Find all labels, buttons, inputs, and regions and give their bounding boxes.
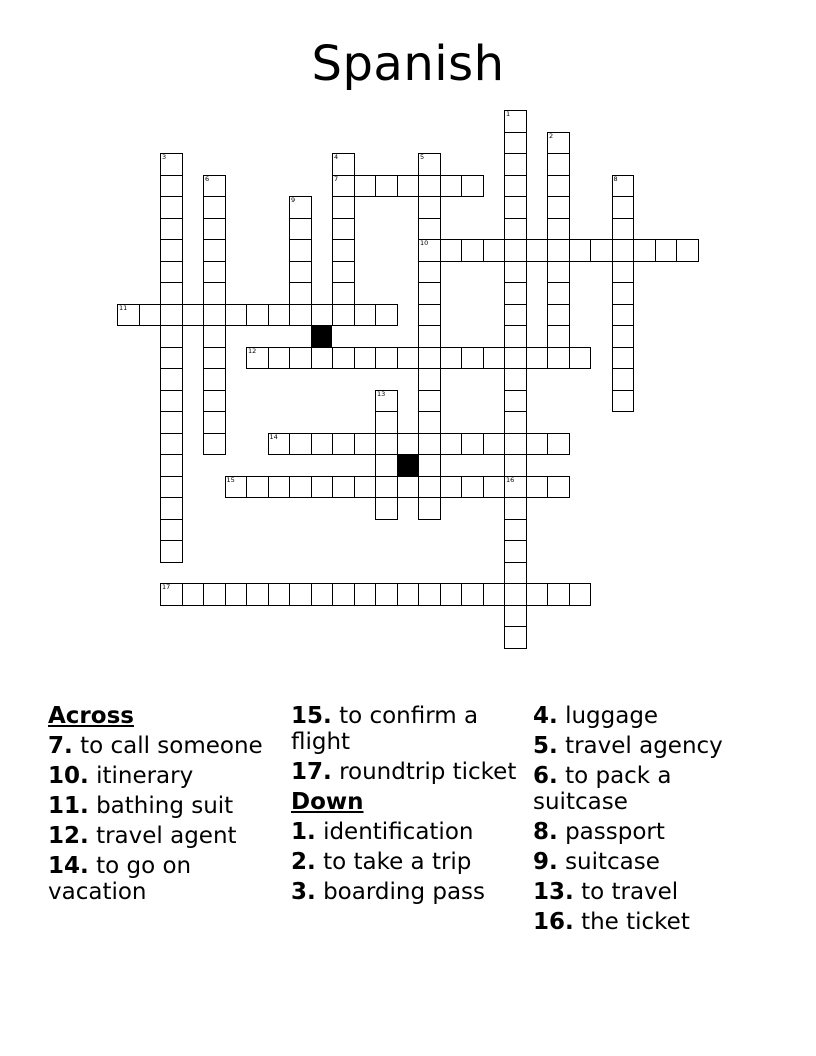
clue-number: 8. <box>533 819 558 845</box>
grid-cell[interactable] <box>418 196 441 219</box>
clue-across-7 <box>48 733 280 759</box>
grid-cell[interactable] <box>246 583 269 606</box>
grid-cell[interactable] <box>461 347 484 370</box>
grid-cell[interactable] <box>612 304 635 327</box>
grid-cell[interactable] <box>418 433 441 456</box>
clue-number: 13. <box>533 879 574 905</box>
grid-cell[interactable] <box>375 433 398 456</box>
clue-down-9 <box>533 849 765 875</box>
clue-text: passport <box>565 819 665 845</box>
clue-number-label: 17 <box>162 583 171 591</box>
grid-cell[interactable] <box>203 390 226 413</box>
grid-cell[interactable] <box>504 196 527 219</box>
grid-cell[interactable] <box>633 239 656 262</box>
grid-cell[interactable] <box>332 433 355 456</box>
clue-across-14 <box>48 853 280 905</box>
clue-down-4 <box>533 703 765 729</box>
grid-cell[interactable] <box>160 497 183 520</box>
grid-cell[interactable] <box>547 239 570 262</box>
grid-cell[interactable] <box>203 368 226 391</box>
clue-number: 14. <box>48 853 89 879</box>
black-square <box>311 326 332 347</box>
across-heading: Across <box>48 703 134 729</box>
grid-cell[interactable] <box>311 583 334 606</box>
grid-cell[interactable] <box>547 347 570 370</box>
clue-text: travel agent <box>96 823 237 849</box>
clue-down-16 <box>533 909 765 935</box>
grid-cell[interactable] <box>225 583 248 606</box>
grid-cell[interactable] <box>418 175 441 198</box>
clue-text: to travel <box>581 879 679 905</box>
grid-cell[interactable] <box>418 583 441 606</box>
grid-cell[interactable] <box>504 175 527 198</box>
grid-cell[interactable] <box>354 476 377 499</box>
grid-cell[interactable] <box>504 261 527 284</box>
grid-cell[interactable] <box>332 282 355 305</box>
grid-cell[interactable] <box>612 282 635 305</box>
grid-cell[interactable] <box>569 239 592 262</box>
clue-number-label: 13 <box>377 389 386 398</box>
clue-down-6 <box>533 763 765 815</box>
grid-cell[interactable] <box>418 325 441 348</box>
grid-cell[interactable] <box>612 390 635 413</box>
grid-cell[interactable] <box>268 347 291 370</box>
grid-cell[interactable] <box>461 476 484 499</box>
grid-cell[interactable] <box>397 433 420 456</box>
clue-number: 7. <box>48 733 73 759</box>
grid-cell[interactable] <box>268 304 291 327</box>
grid-cell[interactable] <box>289 282 312 305</box>
grid-cell[interactable] <box>117 304 140 327</box>
grid-cell[interactable] <box>289 196 312 219</box>
clue-number-label: 12 <box>248 346 257 355</box>
grid-cell[interactable] <box>547 196 570 219</box>
grid-cell[interactable] <box>332 476 355 499</box>
grid-cell[interactable] <box>203 347 226 370</box>
clue-number: 10. <box>48 763 89 789</box>
grid-cell[interactable] <box>504 218 527 241</box>
grid-cell[interactable] <box>354 433 377 456</box>
grid-cell[interactable] <box>418 454 441 477</box>
grid-cell[interactable] <box>504 411 527 434</box>
grid-cell[interactable] <box>504 110 527 133</box>
clue-down-3 <box>291 879 523 905</box>
clue-number: 12. <box>48 823 89 849</box>
grid-cell[interactable] <box>547 261 570 284</box>
grid-cell[interactable] <box>160 583 183 606</box>
grid-cell[interactable] <box>354 583 377 606</box>
grid-cell[interactable] <box>203 304 226 327</box>
grid-cell[interactable] <box>332 218 355 241</box>
grid-cell[interactable] <box>246 304 269 327</box>
grid-cell[interactable] <box>504 433 527 456</box>
grid-cell[interactable] <box>504 304 527 327</box>
grid-cell[interactable] <box>461 175 484 198</box>
grid-cell[interactable] <box>182 304 205 327</box>
grid-cell[interactable] <box>504 390 527 413</box>
grid-cell[interactable] <box>375 390 398 413</box>
grid-cell[interactable] <box>440 175 463 198</box>
grid-cell[interactable] <box>289 261 312 284</box>
grid-cell[interactable] <box>418 304 441 327</box>
grid-cell[interactable] <box>203 196 226 219</box>
grid-cell[interactable] <box>203 433 226 456</box>
clue-number: 6. <box>533 763 558 789</box>
grid-cell[interactable] <box>547 304 570 327</box>
clue-text: itinerary <box>96 763 194 789</box>
grid-cell[interactable] <box>311 433 334 456</box>
clue-column-3 <box>533 703 765 939</box>
grid-cell[interactable] <box>418 153 441 176</box>
grid-cell[interactable] <box>332 175 355 198</box>
clue-text: suitcase <box>565 849 660 875</box>
grid-cell[interactable] <box>483 476 506 499</box>
clue-number-label: 15 <box>226 475 235 484</box>
clue-number-label: 4 <box>334 153 339 161</box>
grid-cell[interactable] <box>203 325 226 348</box>
grid-cell[interactable] <box>418 368 441 391</box>
clue-down-8 <box>533 819 765 845</box>
grid-cell[interactable] <box>461 239 484 262</box>
clue-number-label: 6 <box>205 174 210 183</box>
grid-cell[interactable] <box>160 196 183 219</box>
clue-number: 11. <box>48 793 89 819</box>
clue-text: to pack a suitcase <box>533 763 672 815</box>
grid-cell[interactable] <box>203 175 226 198</box>
grid-cell[interactable] <box>676 239 699 262</box>
grid-cell[interactable] <box>160 476 183 499</box>
clue-text: boarding pass <box>323 879 486 905</box>
clue-across-10 <box>48 763 280 789</box>
grid-cell[interactable] <box>418 218 441 241</box>
grid-cell[interactable] <box>483 239 506 262</box>
grid-cell[interactable] <box>375 347 398 370</box>
grid-cell[interactable] <box>547 132 570 155</box>
grid-cell[interactable] <box>612 196 635 219</box>
grid-cell[interactable] <box>440 433 463 456</box>
grid-cell[interactable] <box>440 476 463 499</box>
grid-cell[interactable] <box>504 519 527 542</box>
grid-cell[interactable] <box>160 261 183 284</box>
grid-cell[interactable] <box>354 304 377 327</box>
clue-number: 2. <box>291 849 316 875</box>
grid-cell[interactable] <box>569 347 592 370</box>
grid-cell[interactable] <box>203 583 226 606</box>
grid-cell[interactable] <box>504 282 527 305</box>
clue-number-label: 9 <box>291 196 296 204</box>
grid-cell[interactable] <box>504 325 527 348</box>
clue-text: the ticket <box>581 909 690 935</box>
grid-cell[interactable] <box>160 540 183 563</box>
clue-across-12 <box>48 823 280 849</box>
down-heading: Down <box>291 789 364 815</box>
grid-cell[interactable] <box>418 282 441 305</box>
grid-cell[interactable] <box>225 304 248 327</box>
grid-cell[interactable] <box>160 304 183 327</box>
grid-cell[interactable] <box>375 583 398 606</box>
grid-cell[interactable] <box>547 476 570 499</box>
grid-cell[interactable] <box>375 454 398 477</box>
clue-number-label: 1 <box>506 110 511 118</box>
clue-number-label: 5 <box>420 153 425 161</box>
grid-cell[interactable] <box>504 368 527 391</box>
grid-cell[interactable] <box>289 347 312 370</box>
grid-cell[interactable] <box>332 347 355 370</box>
grid-cell[interactable] <box>418 261 441 284</box>
grid-cell[interactable] <box>461 583 484 606</box>
grid-cell[interactable] <box>418 497 441 520</box>
grid-cell[interactable] <box>612 347 635 370</box>
clue-number-label: 11 <box>119 303 128 312</box>
grid-cell[interactable] <box>504 454 527 477</box>
grid-cell[interactable] <box>547 583 570 606</box>
clue-number: 1. <box>291 819 316 845</box>
grid-cell[interactable] <box>504 497 527 520</box>
clue-column-2 <box>291 703 523 909</box>
grid-cell[interactable] <box>590 239 613 262</box>
grid-cell[interactable] <box>418 411 441 434</box>
grid-cell[interactable] <box>311 304 334 327</box>
clue-number-label: 14 <box>269 432 278 441</box>
clue-number: 3. <box>291 879 316 905</box>
grid-cell[interactable] <box>569 583 592 606</box>
clue-number: 4. <box>533 703 558 729</box>
grid-cell[interactable] <box>418 239 441 262</box>
grid-cell[interactable] <box>526 476 549 499</box>
grid-cell[interactable] <box>268 433 291 456</box>
black-square <box>397 455 418 476</box>
grid-cell[interactable] <box>246 476 269 499</box>
clue-number-label: 7 <box>334 174 339 183</box>
grid-cell[interactable] <box>547 282 570 305</box>
clue-across-17 <box>291 759 523 785</box>
clue-down-2 <box>291 849 523 875</box>
clue-text: to take a trip <box>323 849 472 875</box>
clue-down-1 <box>291 819 523 845</box>
grid-cell[interactable] <box>504 583 527 606</box>
grid-cell[interactable] <box>504 132 527 155</box>
grid-cell[interactable] <box>332 304 355 327</box>
grid-cell[interactable] <box>483 433 506 456</box>
grid-cell[interactable] <box>547 218 570 241</box>
grid-cell[interactable] <box>547 433 570 456</box>
grid-cell[interactable] <box>612 218 635 241</box>
clue-text: to go on vacation <box>48 853 192 905</box>
grid-cell[interactable] <box>440 347 463 370</box>
grid-cell[interactable] <box>375 304 398 327</box>
grid-cell[interactable] <box>354 347 377 370</box>
grid-cell[interactable] <box>289 476 312 499</box>
grid-cell[interactable] <box>332 239 355 262</box>
grid-cell[interactable] <box>375 476 398 499</box>
clue-number: 5. <box>533 733 558 759</box>
grid-cell[interactable] <box>160 325 183 348</box>
grid-cell[interactable] <box>418 347 441 370</box>
grid-cell[interactable] <box>461 433 484 456</box>
grid-cell[interactable] <box>504 153 527 176</box>
grid-cell[interactable] <box>268 583 291 606</box>
clue-text: to confirm a flight <box>291 703 479 755</box>
grid-cell[interactable] <box>397 175 420 198</box>
grid-cell[interactable] <box>203 282 226 305</box>
clue-text: to call someone <box>80 733 263 759</box>
clue-number: 16. <box>533 909 574 935</box>
grid-cell[interactable] <box>526 583 549 606</box>
grid-cell[interactable] <box>160 433 183 456</box>
grid-cell[interactable] <box>504 605 527 628</box>
grid-cell[interactable] <box>612 368 635 391</box>
grid-cell[interactable] <box>182 583 205 606</box>
grid-cell[interactable] <box>160 239 183 262</box>
grid-cell[interactable] <box>160 347 183 370</box>
clue-number: 17. <box>291 759 332 785</box>
grid-cell[interactable] <box>418 476 441 499</box>
grid-cell[interactable] <box>655 239 678 262</box>
grid-cell[interactable] <box>375 411 398 434</box>
grid-cell[interactable] <box>289 239 312 262</box>
clue-down-13 <box>533 879 765 905</box>
grid-cell[interactable] <box>160 218 183 241</box>
grid-cell[interactable] <box>160 175 183 198</box>
grid-cell[interactable] <box>311 347 334 370</box>
clue-across-11 <box>48 793 280 819</box>
grid-cell[interactable] <box>160 390 183 413</box>
grid-cell[interactable] <box>332 261 355 284</box>
grid-cell[interactable] <box>203 239 226 262</box>
clue-number: 9. <box>533 849 558 875</box>
clue-number-label: 16 <box>506 475 515 484</box>
grid-cell[interactable] <box>289 583 312 606</box>
clue-down-5 <box>533 733 765 759</box>
grid-cell[interactable] <box>612 239 635 262</box>
grid-cell[interactable] <box>504 626 527 649</box>
grid-cell[interactable] <box>504 347 527 370</box>
clue-number-label: 3 <box>162 153 167 161</box>
grid-cell[interactable] <box>418 390 441 413</box>
clue-number-label: 2 <box>549 131 554 140</box>
grid-cell[interactable] <box>160 153 183 176</box>
grid-cell[interactable] <box>160 519 183 542</box>
grid-cell[interactable] <box>160 368 183 391</box>
grid-cell[interactable] <box>289 304 312 327</box>
grid-cell[interactable] <box>332 196 355 219</box>
grid-cell[interactable] <box>526 239 549 262</box>
grid-cell[interactable] <box>160 454 183 477</box>
grid-cell[interactable] <box>612 261 635 284</box>
clue-text: bathing suit <box>96 793 234 819</box>
grid-cell[interactable] <box>504 476 527 499</box>
grid-cell[interactable] <box>547 325 570 348</box>
grid-cell[interactable] <box>289 433 312 456</box>
grid-cell[interactable] <box>526 347 549 370</box>
grid-cell[interactable] <box>483 583 506 606</box>
grid-cell[interactable] <box>375 497 398 520</box>
grid-cell[interactable] <box>483 347 506 370</box>
grid-cell[interactable] <box>203 411 226 434</box>
grid-cell[interactable] <box>332 153 355 176</box>
grid-cell[interactable] <box>397 476 420 499</box>
clue-column-1 <box>48 703 280 909</box>
clue-text: identification <box>323 819 474 845</box>
clue-text: travel agency <box>565 733 723 759</box>
clue-number: 15. <box>291 703 332 729</box>
grid-cell[interactable] <box>526 433 549 456</box>
grid-cell[interactable] <box>440 239 463 262</box>
grid-cell[interactable] <box>547 175 570 198</box>
grid-cell[interactable] <box>160 282 183 305</box>
puzzle-title: Spanish <box>311 36 505 92</box>
grid-cell[interactable] <box>139 304 162 327</box>
grid-cell[interactable] <box>504 562 527 585</box>
grid-cell[interactable] <box>612 325 635 348</box>
grid-cell[interactable] <box>332 583 355 606</box>
grid-cell[interactable] <box>311 476 334 499</box>
grid-cell[interactable] <box>397 583 420 606</box>
clue-text: luggage <box>565 703 659 729</box>
grid-cell[interactable] <box>375 175 398 198</box>
grid-cell[interactable] <box>547 153 570 176</box>
clue-across-15 <box>291 703 523 755</box>
grid-cell[interactable] <box>397 347 420 370</box>
grid-cell[interactable] <box>504 540 527 563</box>
grid-cell[interactable] <box>225 476 248 499</box>
grid-cell[interactable] <box>203 218 226 241</box>
grid-cell[interactable] <box>612 175 635 198</box>
grid-cell[interactable] <box>160 411 183 434</box>
grid-cell[interactable] <box>268 476 291 499</box>
grid-cell[interactable] <box>354 175 377 198</box>
grid-cell[interactable] <box>440 583 463 606</box>
grid-cell[interactable] <box>504 239 527 262</box>
clue-number-label: 8 <box>613 174 618 183</box>
grid-cell[interactable] <box>246 347 269 370</box>
clue-text: roundtrip ticket <box>339 759 517 785</box>
clue-number-label: 10 <box>420 239 429 247</box>
grid-cell[interactable] <box>203 261 226 284</box>
grid-cell[interactable] <box>289 218 312 241</box>
